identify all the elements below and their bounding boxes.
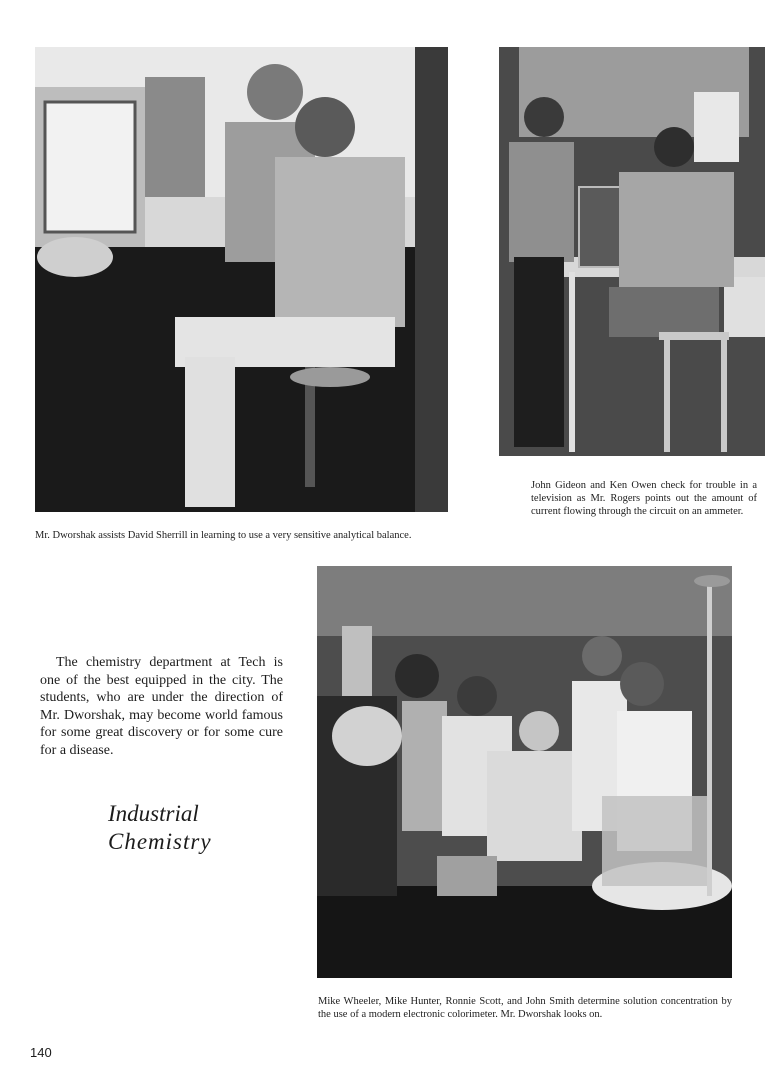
section-title (108, 800, 308, 856)
photo-television-repair-image (499, 47, 765, 456)
photo-analytical-balance-image (35, 47, 448, 512)
photo-television-repair (499, 47, 765, 456)
photo-analytical-balance (35, 47, 448, 512)
page-number: 140 (30, 1045, 52, 1060)
photo-colorimeter (317, 566, 732, 978)
photo-caption-television: John Gideon and Ken Owen check for trouble in a television as Mr. Rogers points out the amount of current flowing through the circuit on an ammeter. (531, 480, 757, 517)
photo-caption-balance: Mr. Dworshak assists David Sherrill in learning to use a very sensitive analytical balance. (35, 530, 412, 541)
photo-colorimeter-image (317, 566, 732, 978)
section-title-line-1: Industrial (108, 801, 199, 826)
body-paragraph: The chemistry department at Tech is one of the best equipped in the city. The students, who are under the direction of Mr. Dworshak, may become world famous for some great discovery or for some cure for a disease. (40, 655, 283, 758)
section-title-line-2: Chemistry (108, 829, 212, 854)
photo-caption-colorimeter: Mike Wheeler, Mike Hunter, Ronnie Scott, and John Smith determine solution concentration by the use of a modern electronic colorimeter. Mr. Dworshak looks on. (318, 996, 732, 1020)
